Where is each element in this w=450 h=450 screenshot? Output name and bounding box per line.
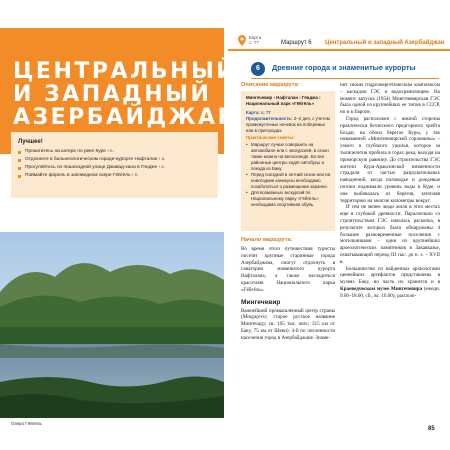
best-heading: Лучшее!	[18, 139, 43, 145]
list-item: • Маршрут лучше совершить на автомобиле или с экскурсией, в сезон также можно на велосипеде. Во все районные центры ходят автобусы и поезда из Баку.	[246, 142, 330, 172]
tips-label: Практические советы:	[246, 135, 295, 140]
lake-photo	[0, 232, 224, 418]
section-heading: Древние города и знаменитые курорты	[272, 63, 416, 72]
list-item: Поймайте форель в заповедном озере Гёйгёль › с.	[18, 172, 211, 180]
map-pin-icon	[238, 35, 246, 46]
route-info-box	[241, 91, 335, 231]
header-divider	[228, 49, 450, 51]
route-stops: Мингечевир › Нафталан › Гянджа › Национальный парк «Гёйгёль»	[246, 95, 321, 106]
right-page	[228, 0, 450, 450]
paragraph: нит своим гидроэнергетическим комплексом – каскадом ГЭС и водохранилищем. На момент запуска (1954) Мингечевирская ГЭС была одной из крупнейших ее типов в СССР, но и в Европе.	[340, 82, 440, 116]
route-number: Маршрут 6	[281, 40, 312, 46]
paragraph: И тем не менее люди жили в этих местах еще в глубокой древности. Параллельно со строительством ГЭС началась раскопка, в результате которых были обнаружены 4 большие разновременные поселения с могильниками – одни из крупнейших археологических памятников в Закавказье, охватывающий период III тыс. до н. э. – XVII в.	[340, 204, 440, 265]
list-item: Прогуляйтесь по пешеходной улице Джавад-хана в Гяндже › с.	[18, 164, 211, 172]
start-text: Во время этого путешествия туристы посетят крупные старинные города Азербайджана, смогут отдохнуть в санатории знаменитого курорта Нафталана, а также насладиться красотами Национального парка «Гёйгёль».	[241, 246, 335, 293]
paragraph: Большинство из найденных археологами ценнейших артефактов представлены в музеях Баку, но часть их хранится и в Краеведческом музее Мингечевира (ежедн. 9.00–18.00, сб., вс. 10.00), располо-	[340, 265, 440, 299]
museum-name: Краеведческом музее Мингечевира	[340, 285, 423, 292]
column-right	[340, 82, 440, 300]
heading-divider	[251, 78, 439, 79]
route-badge: 6	[251, 62, 265, 76]
start-heading: Начало маршрута:	[241, 237, 293, 243]
description-heading: Описание маршрута:	[241, 82, 300, 88]
map-reference: Карта с. 77	[249, 35, 262, 45]
paragraph: Город расположен с южной стороны практически безлесного предгорного хребта Боздаг, на обоих берегах Куры, у так называемой «Мингечевирской горловины» – узкого и глубокого ущелья, которое за тысячелетия пробила в горах река, выходя на приморскую равнину. До строительства ГЭС жители Кура-Араксинской низменности страдали от частых разрушительных наводнений, когда половодье и дождевые потоки поднимали уровень воды в Куре, и она выбивалась из берегов, затопляя территорию на многие километры вокруг.	[340, 115, 440, 204]
city-heading: Мингечевир	[241, 298, 281, 306]
best-list	[18, 148, 211, 180]
column-left	[241, 82, 335, 342]
list-item: • Для возможных экскурсий по Национальному парку «Гёйгёль» необходима спортивная обувь.	[246, 190, 330, 208]
lake-photo-image	[0, 232, 224, 418]
page-number: 85	[428, 426, 435, 432]
tips-list	[246, 142, 330, 208]
list-item: • Перед поездкой в летний сезон или на новогодние каникулы необходимо позаботиться о размещении заранее.	[246, 172, 330, 190]
list-item: Прокатитесь на катере по реке Куре › с.	[18, 148, 211, 156]
route-title: Центральный и западный Азербайджан	[325, 40, 445, 46]
photo-caption: Озеро Гёйгёль	[11, 421, 42, 426]
list-item: Отдохните в бальнеологическом городе-курорте Нафталан › с.	[18, 156, 211, 164]
page-title: ЦЕНТРАЛЬНЫЙ И ЗАПАДНЫЙ АЗЕРБАЙДЖАН	[13, 59, 239, 130]
duration-text: 2–3 дня, с учетом промежуточных ночевок на побережье или в пригородах.	[246, 116, 330, 133]
best-box	[11, 132, 218, 198]
city-text: Важнейший промышленный центр страны (Mingəçevir; старое русское название Мингечаур; св. 105 тыс. жит.; 315 км от Баку, 75 км от Шеки). 4-й по численности населения город в Азербайджане. Знаме-	[241, 307, 335, 341]
duration-label: Продолжительность:	[246, 116, 293, 121]
map-ref: Карта: с. 77	[246, 110, 271, 115]
